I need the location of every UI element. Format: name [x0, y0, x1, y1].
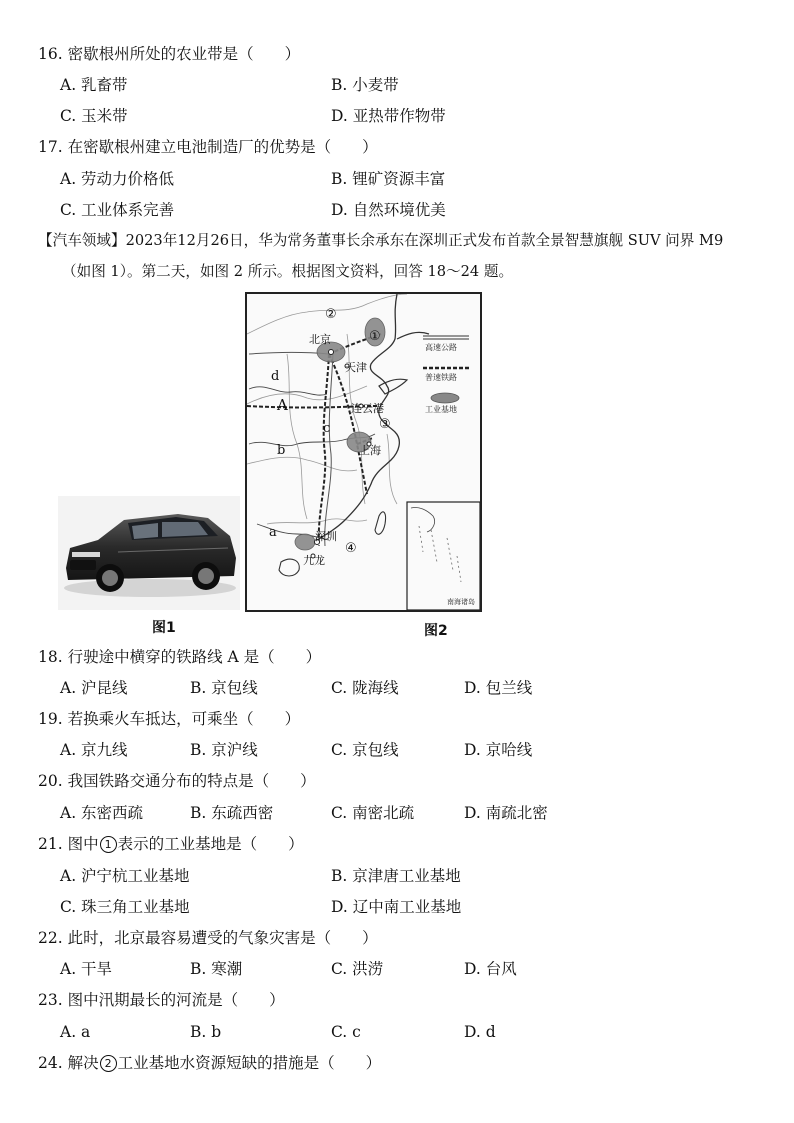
- q20-option-d: D. 南疏北密: [464, 804, 548, 822]
- circled-2-marker: 2: [100, 1055, 117, 1072]
- map-label-shanghai: 上海: [359, 444, 381, 457]
- marker-1: ①: [369, 329, 381, 344]
- map-label-tianjin: 天津: [345, 361, 367, 374]
- q16-option-b: B. 小麦带: [331, 76, 399, 94]
- q16-option-a: A. 乳畜带: [60, 76, 128, 94]
- legend-industrial-base: 工业基地: [425, 405, 457, 414]
- q19-option-b: B. 京沪线: [190, 741, 258, 759]
- q19-option-d: D. 京哈线: [464, 741, 533, 759]
- q20-option-c: C. 南密北疏: [331, 804, 415, 822]
- map-letter-A: A: [277, 396, 288, 414]
- q21-stem-suffix: 表示的工业基地是（ ）: [117, 835, 304, 853]
- china-transport-map: [245, 292, 482, 612]
- marker-4: ④: [345, 541, 357, 556]
- suv-car-image: [58, 496, 240, 610]
- q24-stem-suffix: 工业基地水资源短缺的措施是（ ）: [117, 1054, 382, 1072]
- q17-option-a: A. 劳动力价格低: [60, 170, 175, 188]
- legend-highway: 高速公路: [425, 343, 457, 352]
- south-china-sea-inset: [407, 502, 480, 610]
- q18-option-d: D. 包兰线: [464, 679, 533, 697]
- q19-option-a: A. 京九线: [60, 741, 128, 759]
- q22-option-c: C. 洪涝: [331, 960, 384, 978]
- question-24-stem: [38, 1053, 381, 1073]
- question-22-stem: 22. 此时，北京最容易遭受的气象灾害是（ ）: [38, 929, 378, 947]
- q16-option-c: C. 玉米带: [60, 107, 128, 125]
- question-21-stem: [38, 834, 304, 854]
- q16-option-d: D. 亚热带作物带: [331, 107, 446, 125]
- q21-stem-prefix: 21. 图中: [38, 835, 99, 853]
- question-23-stem: 23. 图中汛期最长的河流是（ ）: [38, 991, 285, 1009]
- map-letter-d: d: [271, 369, 280, 384]
- q18-option-a: A. 沪昆线: [60, 679, 128, 697]
- q19-option-c: C. 京包线: [331, 741, 399, 759]
- passage-line-2: （如图 1）。第二天，如图 2 所示。根据图文资料，回答 18～24 题。: [62, 263, 514, 280]
- question-17-stem: 17. 在密歇根州建立电池制造厂的优势是（ ）: [38, 138, 378, 156]
- marker-2: ②: [325, 307, 337, 322]
- marker-3: ③: [379, 417, 391, 432]
- question-19-stem: 19. 若换乘火车抵达，可乘坐（ ）: [38, 710, 301, 728]
- map-letter-c: c: [323, 421, 331, 436]
- q18-option-b: B. 京包线: [190, 679, 258, 697]
- figure-1-caption: 图1: [152, 620, 176, 636]
- question-18-stem: 18. 行驶途中横穿的铁路线 A 是（ ）: [38, 648, 322, 666]
- q21-option-d: D. 辽中南工业基地: [331, 898, 462, 916]
- q17-option-b: B. 锂矿资源丰富: [331, 170, 446, 188]
- q17-option-c: C. 工业体系完善: [60, 201, 175, 219]
- map-label-shenzhen: 深圳: [315, 530, 337, 543]
- question-20-stem: 20. 我国铁路交通分布的特点是（ ）: [38, 772, 316, 790]
- q23-option-d: D. d: [464, 1023, 496, 1041]
- q22-option-a: A. 干旱: [60, 960, 113, 978]
- q21-option-b: B. 京津唐工业基地: [331, 867, 461, 885]
- figure-2-caption: 图2: [424, 623, 448, 639]
- car-illustration: [58, 496, 240, 610]
- inset-label: 南海诸岛: [447, 598, 475, 606]
- q22-option-d: D. 台风: [464, 960, 517, 978]
- map-legend: [423, 336, 469, 414]
- q23-option-b: B. b: [190, 1023, 222, 1041]
- q17-option-d: D. 自然环境优美: [331, 201, 446, 219]
- map-label-beijing: 北京: [309, 333, 331, 346]
- q21-option-c: C. 珠三角工业基地: [60, 898, 190, 916]
- legend-railway: 普速铁路: [425, 373, 457, 382]
- question-16-stem: 16. 密歇根州所处的农业带是（ ）: [38, 45, 301, 63]
- q18-option-c: C. 陇海线: [331, 679, 399, 697]
- q24-stem-prefix: 24. 解决: [38, 1054, 99, 1072]
- q23-option-c: C. c: [331, 1023, 361, 1041]
- q23-option-a: A. a: [60, 1023, 91, 1041]
- q21-option-a: A. 沪宁杭工业基地: [60, 867, 190, 885]
- q20-option-a: A. 东密西疏: [60, 804, 144, 822]
- map-canvas: [247, 294, 480, 610]
- q20-option-b: B. 东疏西密: [190, 804, 274, 822]
- industrial-base-pearl-river: [295, 534, 315, 550]
- map-letter-b: b: [277, 443, 286, 458]
- passage-line-1: 【汽车领域】2023年12月26日，华为常务董事长余承东在深圳正式发布首款全景智慧旗舰 SUV 问界 M9: [38, 232, 724, 249]
- q22-option-b: B. 寒潮: [190, 960, 243, 978]
- map-label-lianyungang: 连云港: [351, 402, 384, 415]
- map-letter-a: a: [269, 525, 277, 540]
- circled-1-marker: 1: [100, 836, 117, 853]
- map-label-jiulong: 九龙: [303, 554, 325, 567]
